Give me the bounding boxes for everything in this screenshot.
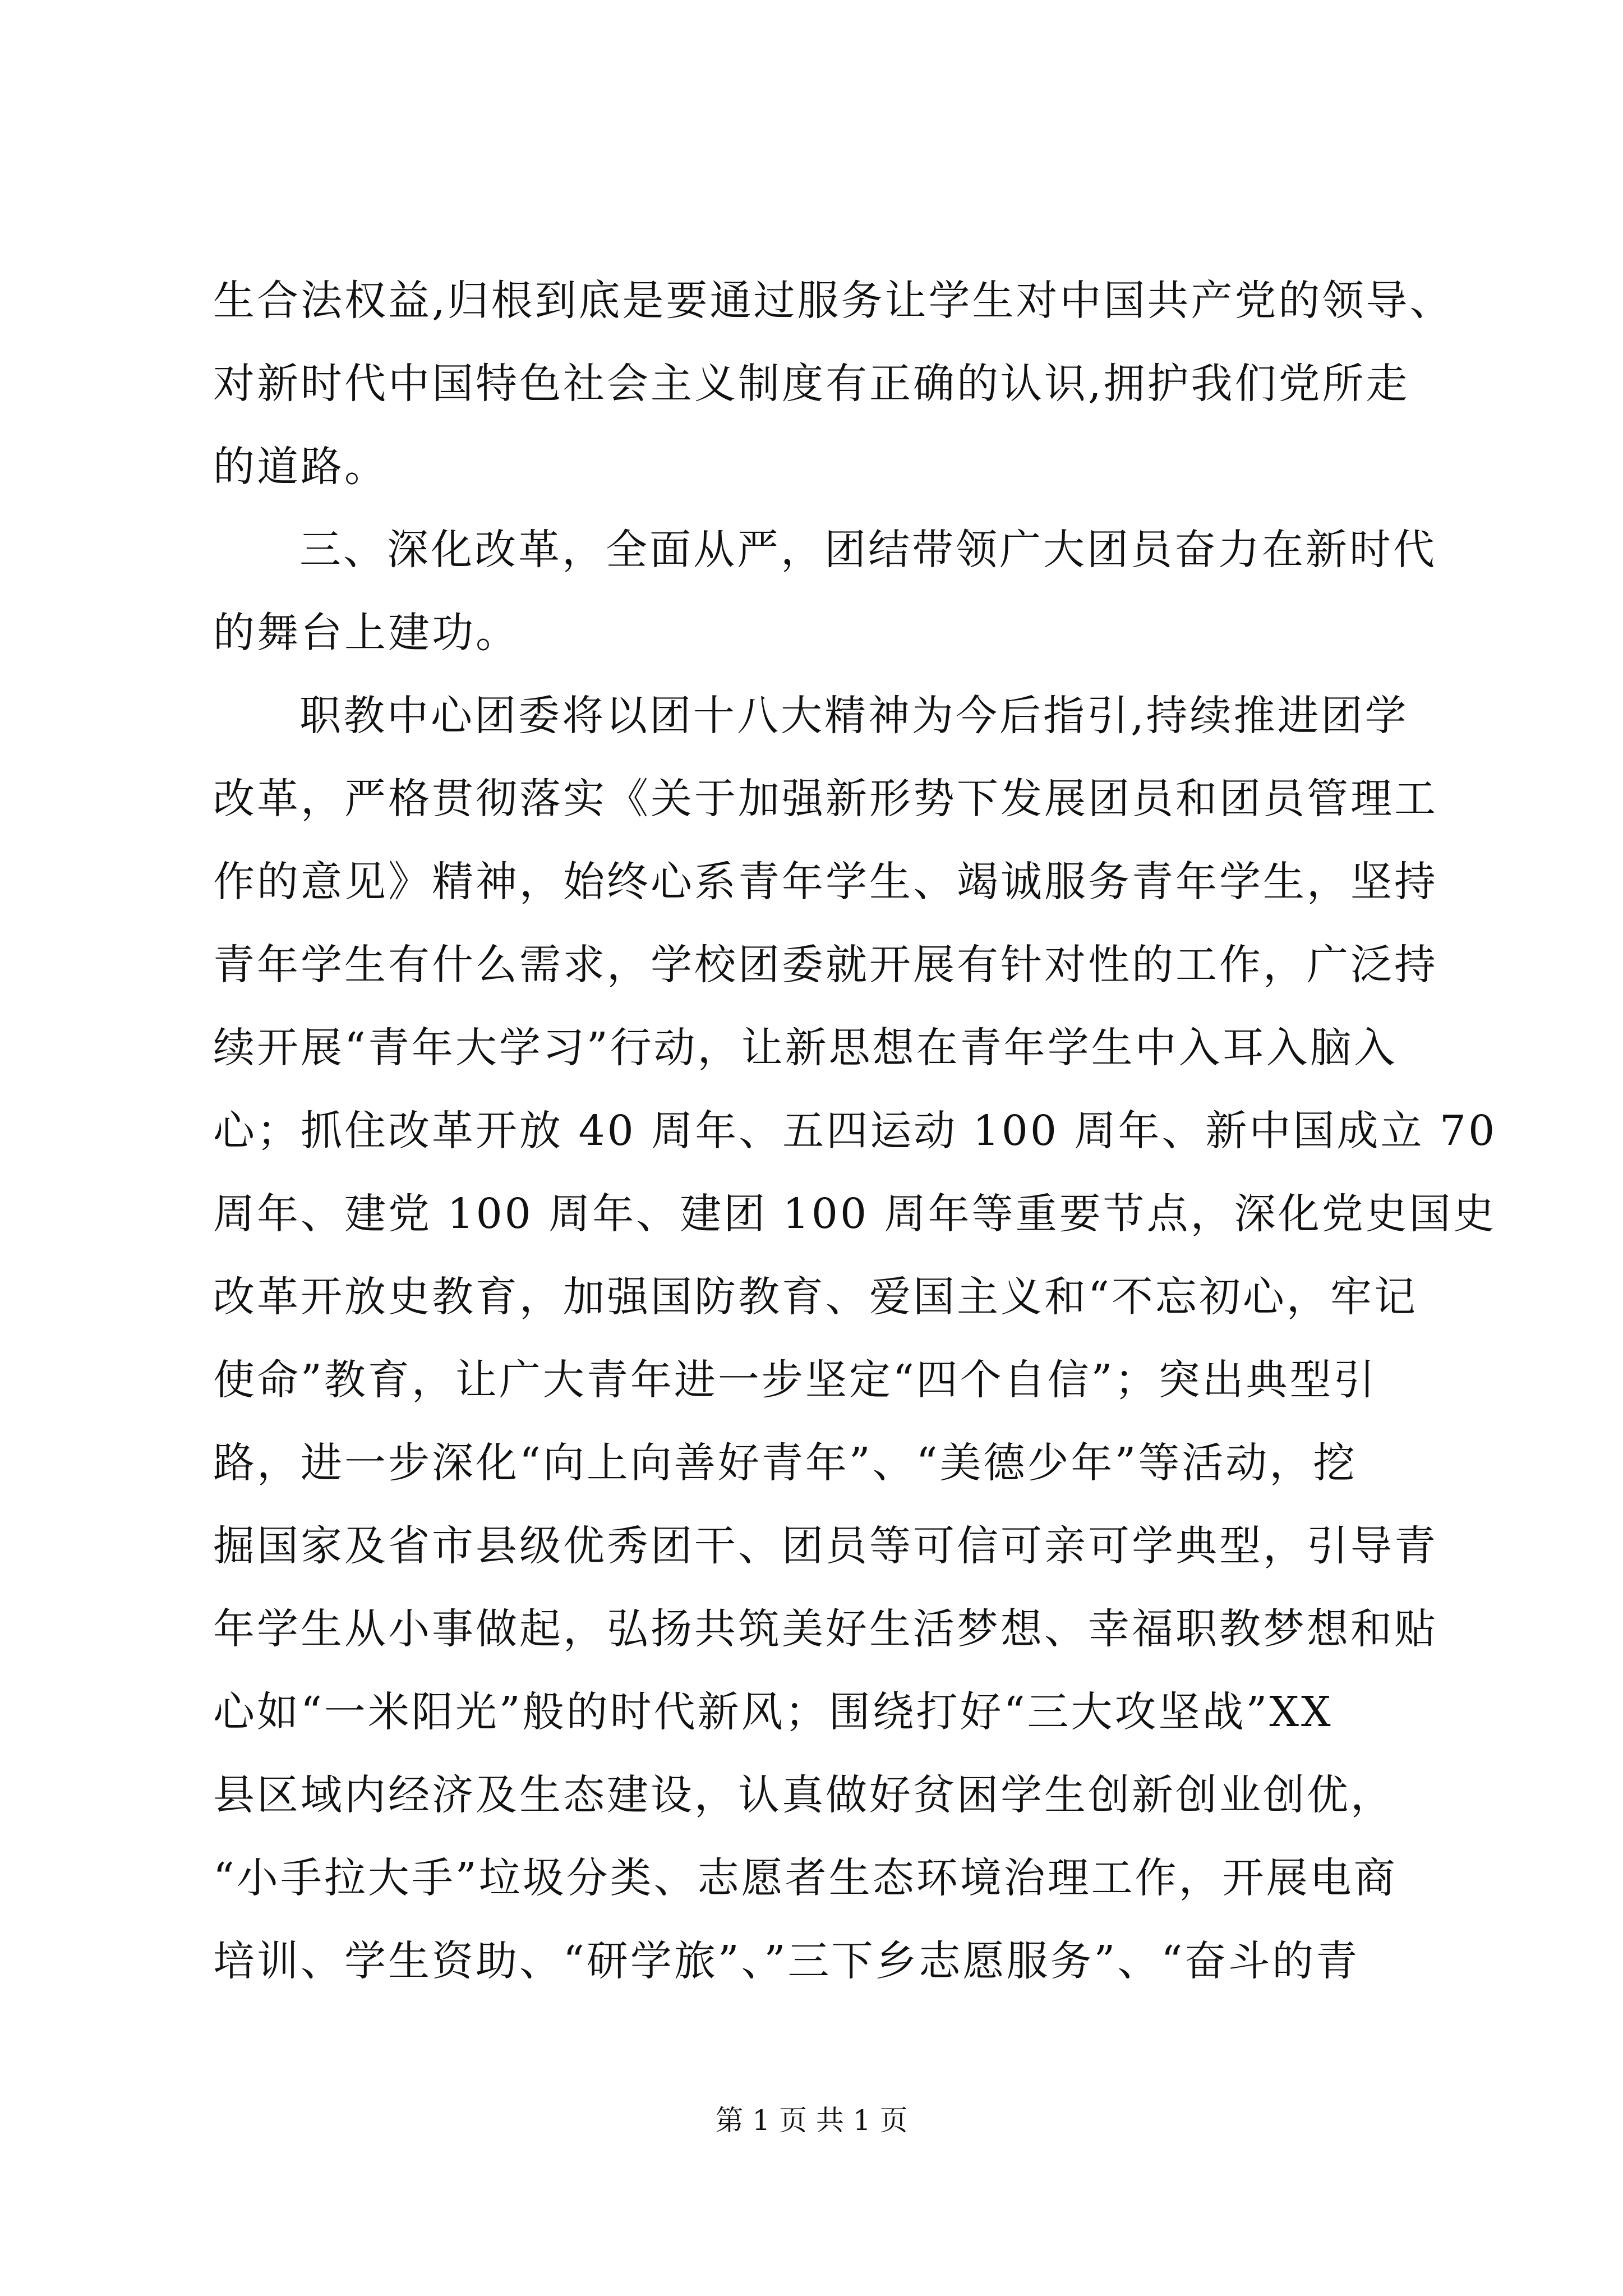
document-body [213, 259, 1497, 2003]
body-line: 的道路。 [213, 443, 388, 491]
body-line: 县区域内经济及生态建设，认真做好贫困学生创新创业创优， [213, 1771, 1394, 1819]
section-heading-line: 的舞台上建功。 [213, 609, 519, 657]
body-line: 心如“一米阳光”般的时代新风；围绕打好“三大攻坚战”XX [213, 1688, 1333, 1736]
body-line: 改革开放史教育，加强国防教育、爱国主义和“不忘初心，牢记 [213, 1273, 1418, 1321]
page-number-label: 第 1 页 共 1 页 [715, 2104, 908, 2137]
body-line: 培训、学生资助、“研学旅”、”三下乡志愿服务”、“奋斗的青 [213, 1937, 1360, 1985]
body-line: 年学生从小事做起，弘扬共筑美好生活梦想、幸福职教梦想和贴 [213, 1605, 1438, 1653]
body-line: 路，进一步深化“向上向善好青年”、“美德少年”等活动，挖 [213, 1439, 1357, 1487]
section-heading-line: 三、深化改革，全面从严，团结带领广大团员奋力在新时代 [299, 526, 1437, 574]
body-line: 续开展“青年大学习”行动，让新思想在青年学生中入耳入脑入 [213, 1024, 1398, 1072]
body-line: “小手拉大手”垃圾分类、志愿者生态环境治理工作，开展电商 [213, 1854, 1398, 1902]
page-footer [0, 2104, 1623, 2137]
body-line: 心；抓住改革开放 40 周年、五四运动 100 周年、新中国成立 70 [213, 1107, 1497, 1155]
body-line: 生合法权益,归根到底是要通过服务让学生对中国共产党的领导、 [213, 277, 1454, 325]
body-line: 周年、建党 100 周年、建团 100 周年等重要节点，深化党史国史 [213, 1190, 1497, 1238]
body-line: 使命”教育，让广大青年进一步坚定“四个自信”；突出典型引 [213, 1356, 1377, 1404]
body-line: 对新时代中国特色社会主义制度有正确的认识,拥护我们党所走 [213, 360, 1410, 408]
body-line: 青年学生有什么需求，学校团委就开展有针对性的工作，广泛持 [213, 941, 1438, 989]
body-line: 职教中心团委将以团十八大精神为今后指引,持续推进团学 [299, 692, 1409, 740]
body-line: 掘国家及省市县级优秀团干、团员等可信可亲可学典型，引导青 [213, 1522, 1438, 1570]
body-line: 作的意见》精神，始终心系青年学生、竭诚服务青年学生，坚持 [213, 858, 1438, 906]
body-line: 改革，严格贯彻落实《关于加强新形势下发展团员和团员管理工 [213, 775, 1438, 823]
